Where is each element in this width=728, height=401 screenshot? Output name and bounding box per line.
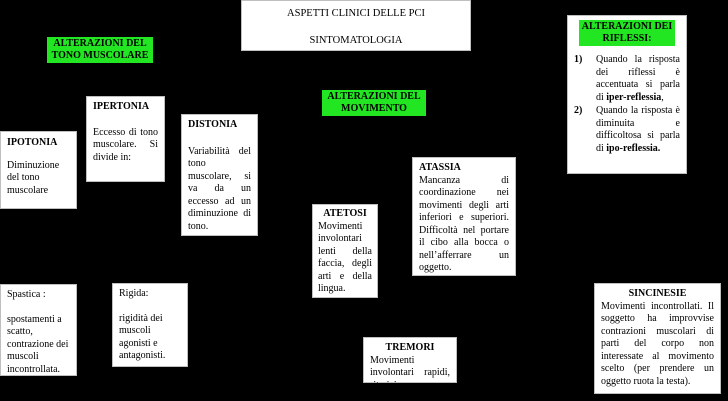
ipotonia-title: IPOTONIA xyxy=(7,137,58,148)
riflessi-box xyxy=(567,15,687,174)
atassia-text: Mancanza di coordinazione nei movimenti degli arti inferiori e superiori. Difficoltà nel portare il cibo alla bocca o nell’afferrare un oggetto. xyxy=(419,174,509,273)
rigida-text: rigidità dei muscoli agonisti e antagonisti. xyxy=(119,312,166,361)
riflessi-item-1-term: iper-reflessia xyxy=(606,91,662,103)
riflessi-item-2-num: 2) xyxy=(574,105,583,116)
tremori-title: TREMORI xyxy=(385,342,435,353)
ipotonia-box xyxy=(0,131,77,209)
riflessi-item-2-text: Quando la risposta è diminuita e difficoltosa si parla di xyxy=(596,105,680,154)
label-riflessi: ALTERAZIONI DEI RIFLESSI: xyxy=(579,20,675,46)
label-tono-muscolare: ALTERAZIONI DEL TONO MUSCOLARE xyxy=(47,37,153,63)
riflessi-item-1: 1) Quando la risposta dei riflessi è accentuata si parla di iper-reflessia, xyxy=(574,54,680,103)
atassia-box xyxy=(412,157,516,276)
ipertonia-text: Eccesso di tono muscolare. Si divide in: xyxy=(93,126,158,163)
header-title: ASPETTI CLINICI DELLE PCI xyxy=(287,8,425,19)
riflessi-item-2 xyxy=(574,105,680,155)
ipotonia-text: Diminuzione del tono muscolare xyxy=(7,159,60,196)
riflessi-item-1-text: Quando la risposta dei riflessi è accentuata si parla di xyxy=(596,54,680,103)
label-movimento: ALTERAZIONI DEL MOVIMENTO xyxy=(322,90,426,116)
riflessi-item-1-num: 1) xyxy=(574,54,583,65)
distonia-text: Variabilità del tono muscolare, si va da un eccesso ad un diminuzione di tono. xyxy=(188,145,251,232)
atetosi-text: Movimenti involontari lenti della faccia, degli arti e della lingua. xyxy=(318,220,372,294)
distonia-box xyxy=(181,114,258,236)
rigida-title: Rigida: xyxy=(119,288,149,299)
spastica-box xyxy=(0,284,77,376)
atassia-title: ATASSIA xyxy=(419,162,461,173)
riflessi-item-2-term: ipo-reflessia. xyxy=(606,142,661,154)
distonia-title: DISTONIA xyxy=(188,119,238,130)
atetosi-title: ATETOSI xyxy=(323,208,367,219)
sincinesie-text: Movimenti incontrollati. Il soggetto ha improvvise contrazioni muscolari di parti del corpo non interessate al movimento scelto (per prendere un oggetto ruota la testa). xyxy=(601,300,714,387)
ipertonia-box xyxy=(86,96,165,182)
atetosi-box xyxy=(312,204,378,298)
spastica-text: spostamenti a scatto, contrazione dei muscoli incontrollata. xyxy=(7,313,69,375)
tremori-text: Movimenti involontari rapidi, ritmici. xyxy=(370,354,450,391)
sincinesie-box xyxy=(594,283,721,394)
tremori-box xyxy=(363,337,457,391)
ipertonia-title: IPERTONIA xyxy=(93,101,150,112)
rigida-box xyxy=(112,283,188,367)
sincinesie-title: SINCINESIE xyxy=(628,288,687,299)
spastica-title: Spastica : xyxy=(7,289,46,300)
header-subtitle: SINTOMATOLOGIA xyxy=(309,35,403,47)
header-box xyxy=(241,0,471,51)
